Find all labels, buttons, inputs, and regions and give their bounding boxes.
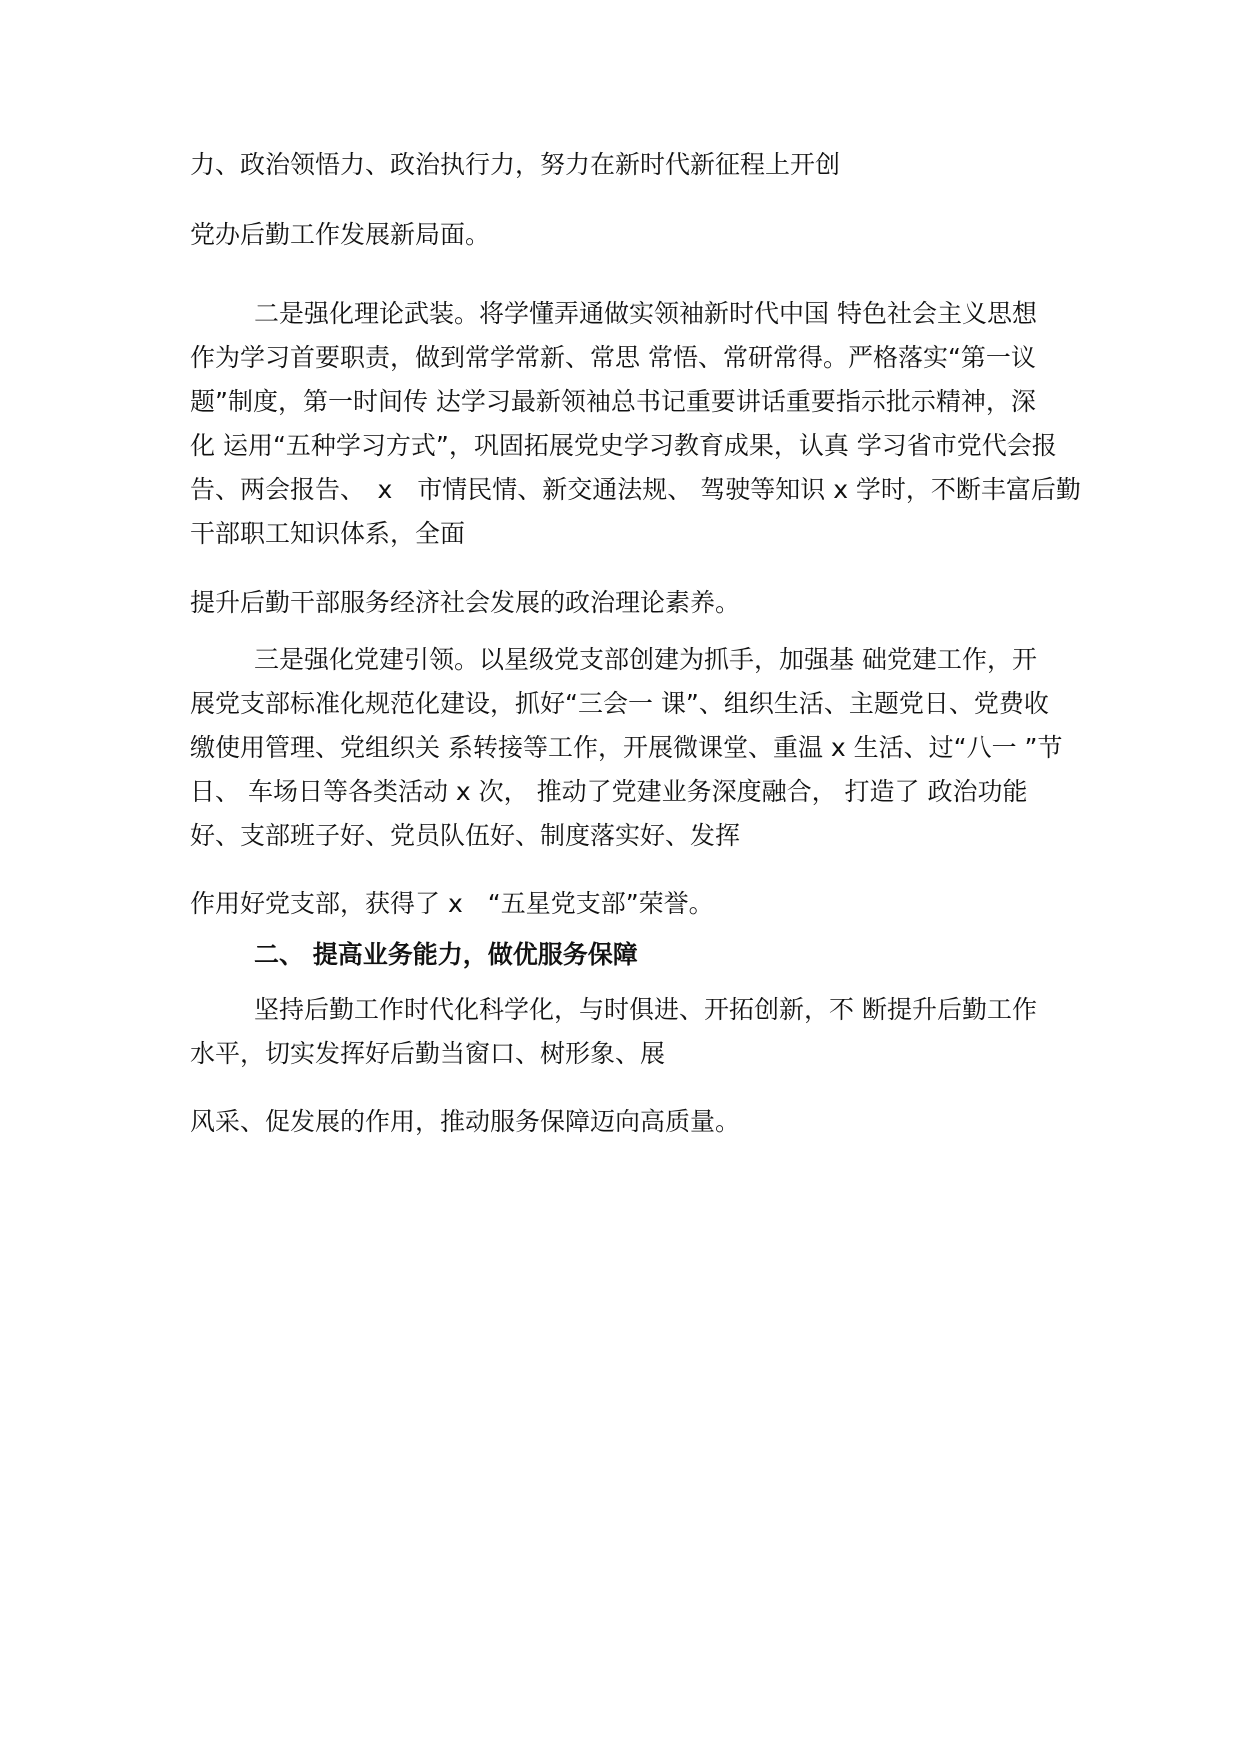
paragraph-5-line-4: 日、 车场日等各类活动 x 次， 推动了党建业务深度融合， 打造了 政治功能 — [190, 777, 1028, 806]
paragraph-6-line-1: 作用好党支部，获得了 x “五星党支部”荣誉。 — [190, 889, 714, 918]
paragraph-7-line-2: 水平，切实发挥好后勤当窗口、树形象、展 — [190, 1039, 666, 1068]
paragraph-5-line-5: 好、支部班子好、党员队伍好、制度落实好、发挥 — [190, 821, 741, 850]
paragraph-3-line-6: 干部职工知识体系，全面 — [190, 519, 466, 548]
section-heading: 二、 提高业务能力，做优服务保障 — [254, 940, 638, 969]
paragraph-3-line-2: 作为学习首要职责，做到常学常新、常思 常悟、常研常得。严格落实“第一议 — [190, 343, 1036, 372]
paragraph-5-line-3: 缴使用管理、党组织关 系转接等工作，开展微课堂、重温 x 生活、过“八一 ”节 — [190, 733, 1063, 762]
paragraph-8-line-1: 风采、促发展的作用，推动服务保障迈向高质量。 — [190, 1107, 741, 1136]
paragraph-1-line-1: 力、政治领悟力、政治执行力，努力在新时代新征程上开创 — [190, 150, 841, 179]
paragraph-2-line-1: 党办后勤工作发展新局面。 — [190, 220, 491, 249]
paragraph-4-line-1: 提升后勤干部服务经济社会发展的政治理论素养。 — [190, 588, 741, 617]
paragraph-3-line-4: 化 运用“五种学习方式”，巩固拓展党史学习教育成果，认真 学习省市党代会报 — [190, 431, 1057, 460]
paragraph-7-line-1: 坚持后勤工作时代化科学化，与时俱进、开拓创新，不 断提升后勤工作 — [254, 995, 1037, 1024]
paragraph-3-line-3: 题”制度，第一时间传 达学习最新领袖总书记重要讲话重要指示批示精神，深 — [190, 387, 1036, 416]
paragraph-5-line-2: 展党支部标准化规范化建设，抓好“三会一 课”、组织生活、主题党日、党费收 — [190, 689, 1049, 718]
paragraph-3-line-5: 告、两会报告、 x 市情民情、新交通法规、 驾驶等知识 x 学时，不断丰富后勤 — [190, 475, 1081, 504]
paragraph-5-line-1: 三是强化党建引领。以星级党支部创建为抓手，加强基 础党建工作，开 — [254, 645, 1037, 674]
paragraph-3-line-1: 二是强化理论武装。将学懂弄通做实领袖新时代中国 特色社会主义思想 — [254, 299, 1037, 328]
